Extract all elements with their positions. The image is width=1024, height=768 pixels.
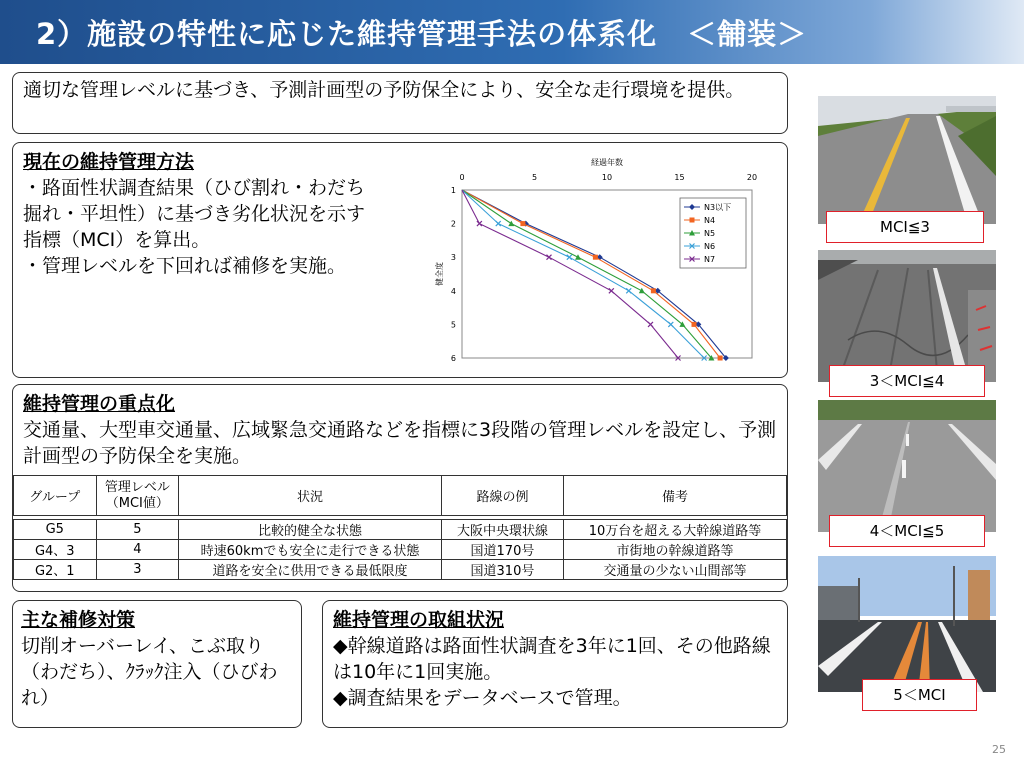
table-header-cell: グループ — [14, 476, 97, 516]
table-row — [14, 560, 787, 580]
x-tick-label: 20 — [746, 173, 758, 182]
road-photo-4-image — [818, 556, 996, 692]
road-photo-2 — [818, 250, 996, 382]
data-point — [692, 322, 697, 327]
legend-label: N4 — [704, 216, 716, 225]
repair-text: 切削オーバーレイ、こぶ取り（わだち）、ｸﾗｯｸ注入（ひびわれ） — [21, 635, 278, 709]
road-photo-1 — [818, 96, 996, 224]
table-cell: 国道170号 — [441, 540, 563, 560]
current-method-heading: 現在の維持管理方法 — [23, 151, 195, 173]
status-line-1: ◆幹線道路は路面性状調査を3年に1回、その他路線は10年に1回実施。 — [333, 635, 771, 683]
road-photo-1-image — [818, 96, 996, 224]
y-tick-label: 4 — [450, 286, 456, 296]
mci-label-3: 4＜MCI≦5 — [829, 515, 985, 547]
deterioration-chart — [420, 154, 770, 370]
table-header-cell: 備考 — [563, 476, 786, 516]
y-tick-label: 6 — [450, 354, 456, 363]
road-photo-3 — [818, 400, 996, 532]
legend-label: N5 — [704, 229, 716, 238]
road-photo-4 — [818, 556, 996, 692]
x-tick-label: 5 — [531, 173, 538, 182]
table-cell: 3 — [96, 560, 179, 580]
y-axis-title: 健全度 — [435, 262, 444, 286]
table-cell: 国道310号 — [441, 560, 563, 580]
y-tick-label: 5 — [450, 320, 456, 330]
table-header-cell: 路線の例 — [441, 476, 563, 516]
table-cell: 時速60kmでも安全に走行できる状態 — [179, 540, 442, 560]
x-tick-label: 15 — [674, 173, 685, 182]
title-bar — [0, 0, 1024, 64]
table-cell: 交通量の少ない山間部等 — [563, 560, 786, 580]
table-cell: G4、3 — [14, 540, 97, 560]
current-method-line-1: ・路面性状調査結果（ひび割れ・わだち掘れ・平坦性）に基づき劣化状況を示す指標（MCI）を算出。 — [23, 177, 366, 251]
mci-label-4: 5＜MCI — [862, 679, 977, 711]
data-point — [651, 288, 656, 293]
focus-text: 交通量、大型車交通量、広域緊急交通路などを指標に3段階の管理レベルを設定し、予測計画型の予防保全を実施。 — [23, 419, 777, 467]
data-point — [520, 221, 525, 226]
page-number: 25 — [992, 743, 1006, 756]
table-cell: 10万台を超える大幹線道路等 — [563, 520, 786, 540]
legend-label: N6 — [704, 242, 716, 251]
focus-heading: 維持管理の重点化 — [23, 393, 176, 415]
x-tick-label: 0 — [459, 173, 465, 182]
legend-label: N3以下 — [704, 203, 732, 212]
mci-label-2: 3＜MCI≦4 — [829, 365, 985, 397]
repair-heading: 主な補修対策 — [21, 609, 136, 631]
status-box — [322, 600, 788, 728]
table-cell: 市街地の幹線道路等 — [563, 540, 786, 560]
table-cell: 大阪中央環状線 — [441, 520, 563, 540]
table-cell: 比較的健全な状態 — [179, 520, 442, 540]
slide-title: 2）施設の特性に応じた維持管理手法の体系化 ＜舗装＞ — [36, 17, 808, 51]
road-photo-3-image — [818, 400, 996, 532]
deterioration-chart-svg — [420, 154, 770, 370]
x-axis-title: 経過年数 — [591, 158, 623, 167]
status-line-2: ◆調査結果をデータベースで管理。 — [333, 687, 632, 709]
table-cell: 5 — [96, 520, 179, 540]
repair-box — [12, 600, 302, 728]
y-tick-label: 2 — [450, 219, 456, 229]
focus-box — [12, 384, 788, 592]
table-cell: 道路を安全に供用できる最低限度 — [179, 560, 442, 580]
status-heading: 維持管理の取組状況 — [333, 609, 505, 631]
data-point — [593, 255, 598, 260]
data-point — [718, 356, 723, 361]
table-cell: G5 — [14, 520, 97, 540]
management-level-table — [13, 475, 787, 580]
legend-label: N7 — [704, 255, 716, 264]
x-tick-label: 10 — [601, 173, 613, 182]
table-header-cell: 状況 — [179, 476, 442, 516]
table-header-cell: 管理レベル（MCI値） — [96, 476, 179, 516]
current-method-line-2: ・管理レベルを下回れば補修を実施。 — [23, 255, 347, 277]
table-header-row — [14, 476, 787, 516]
y-tick-label: 1 — [450, 186, 456, 195]
intro-text: 適切な管理レベルに基づき、予測計画型の予防保全により、安全な走行環境を提供。 — [23, 79, 745, 101]
road-photo-2-image — [818, 250, 996, 382]
data-point — [690, 218, 695, 223]
mci-label-1: MCI≦3 — [826, 211, 984, 243]
table-cell: G2、1 — [14, 560, 97, 580]
table-cell: 4 — [96, 540, 179, 560]
intro-box — [12, 72, 788, 134]
table-row — [14, 540, 787, 560]
y-tick-label: 3 — [450, 253, 456, 263]
table-row — [14, 520, 787, 540]
